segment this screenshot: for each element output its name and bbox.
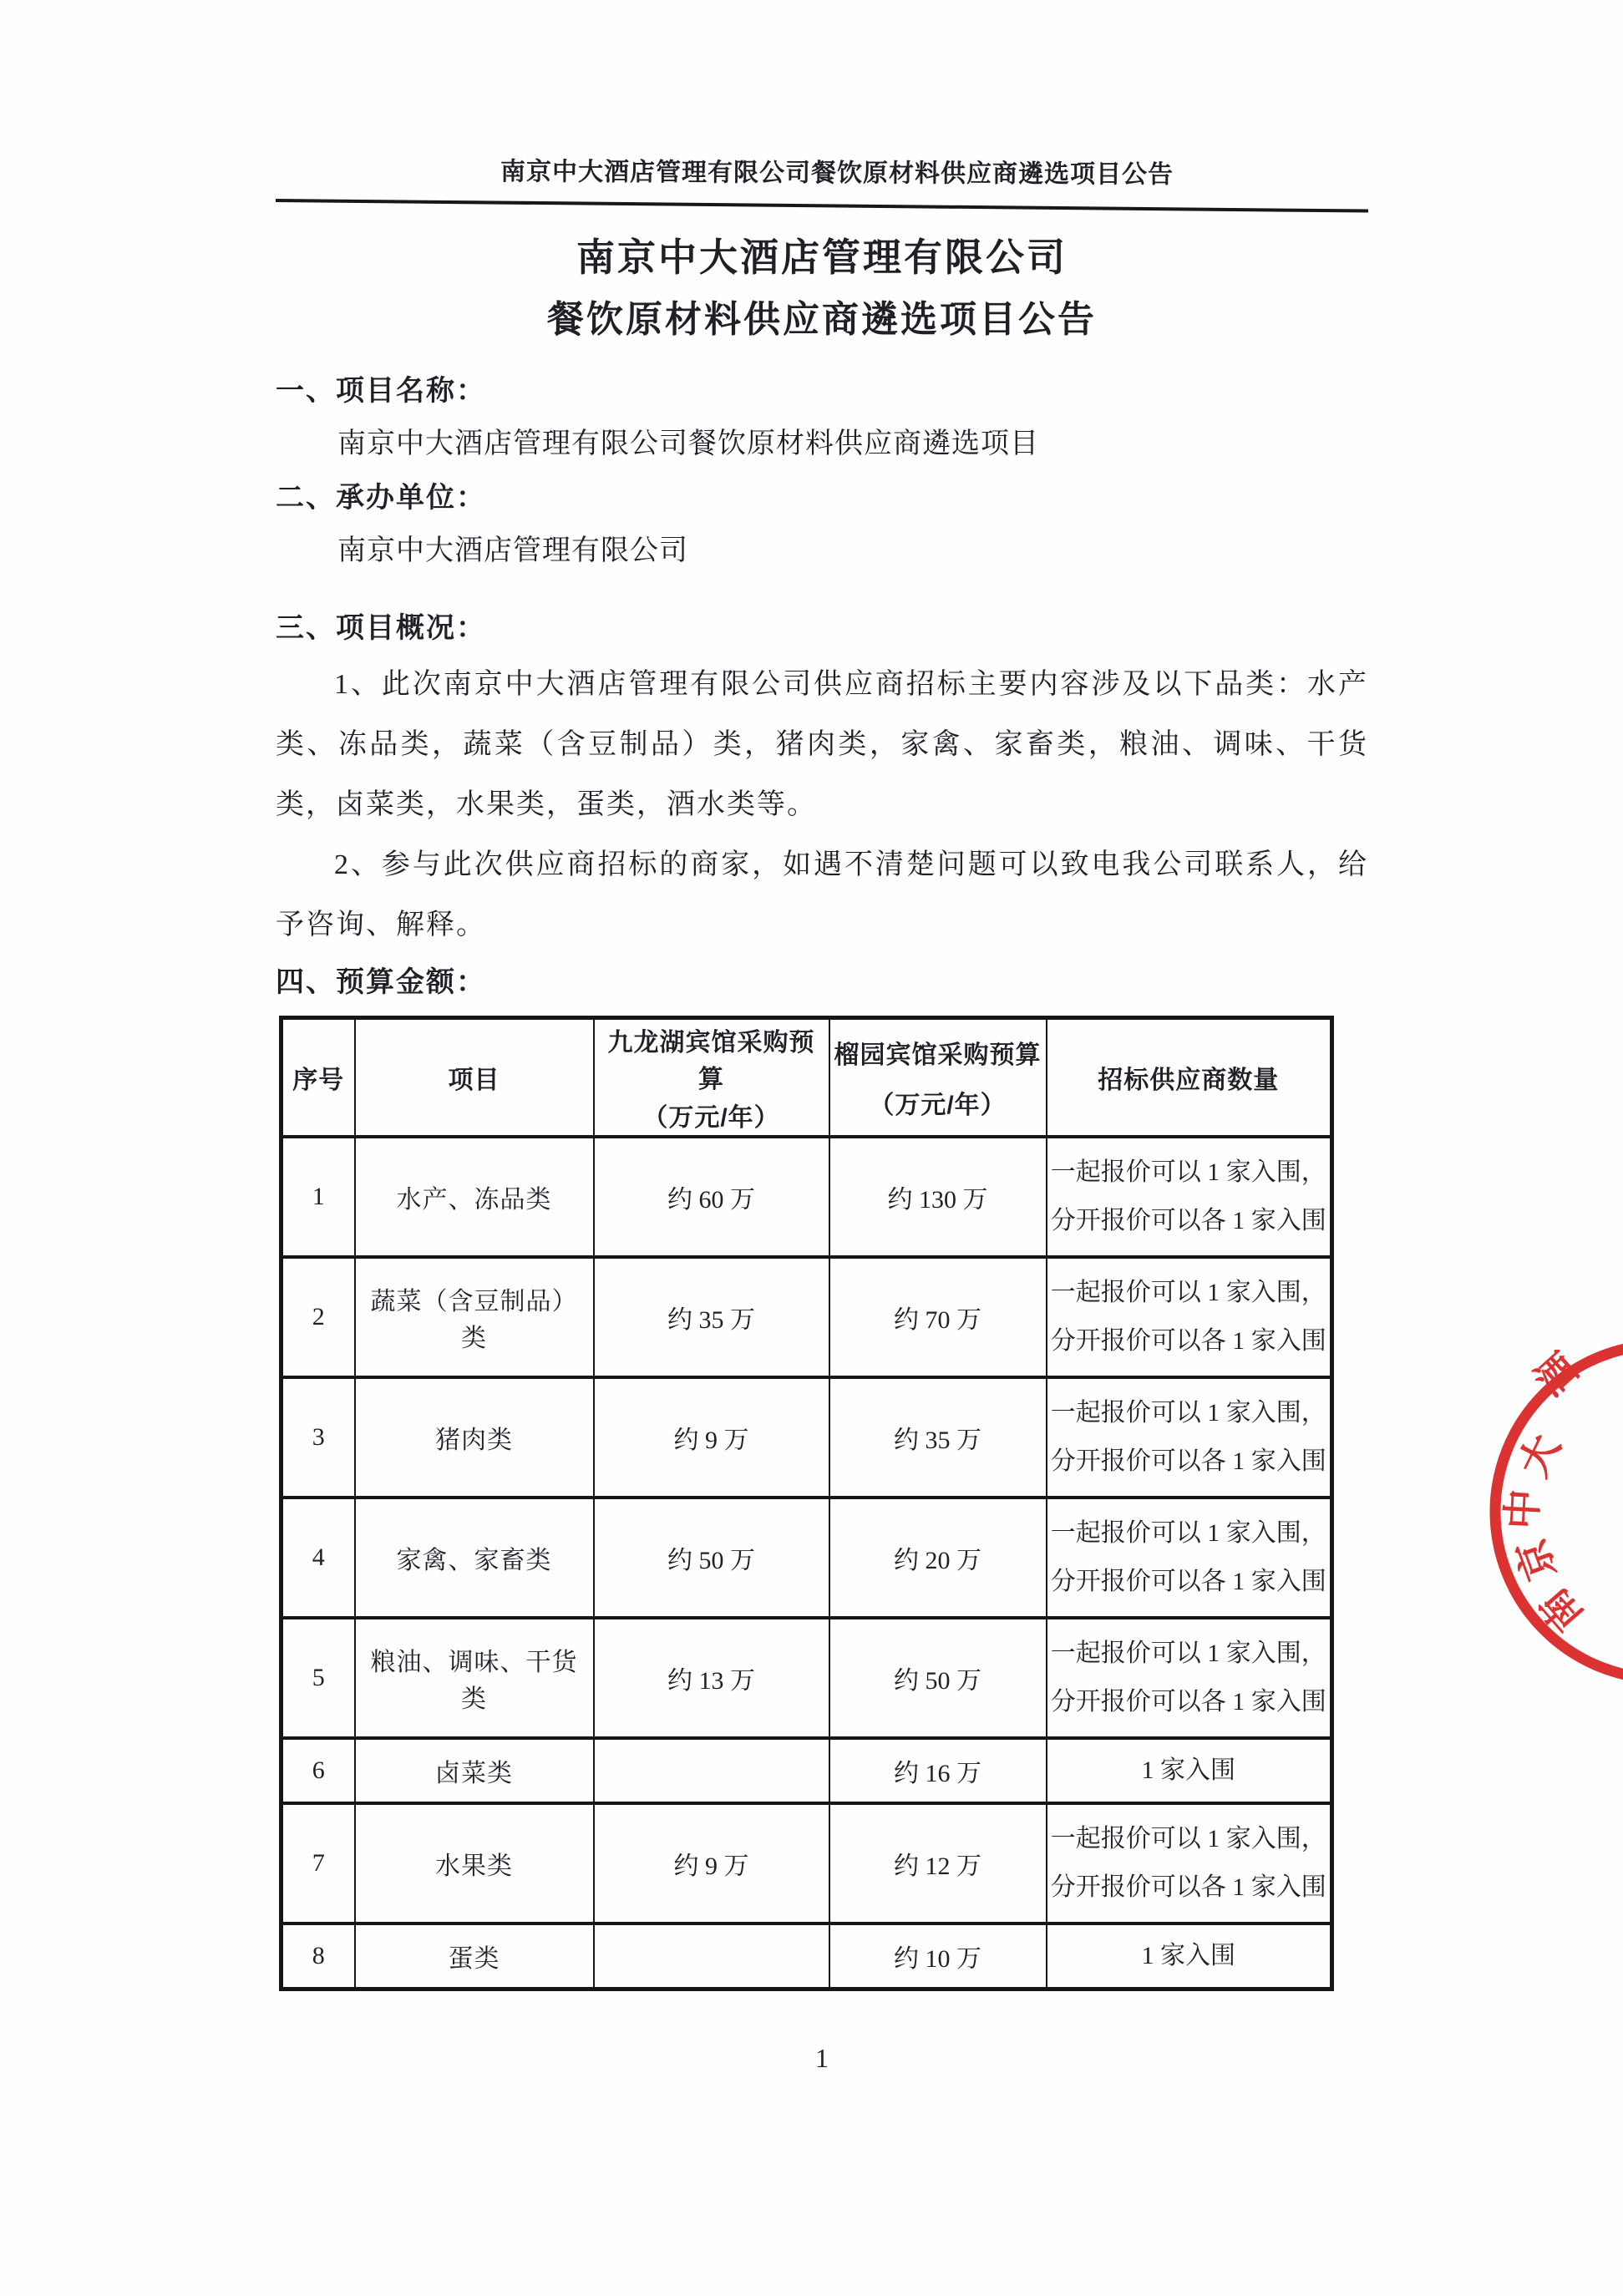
cell-supplier: [1047, 1923, 1332, 1989]
cell-supplier: [1047, 1498, 1332, 1618]
cell-item: 猪肉类: [355, 1377, 594, 1498]
section-3-heading: 三、项目概况：: [276, 612, 486, 644]
cell-liuyuan: 约 130 万: [829, 1137, 1047, 1257]
cell-seq: 3: [281, 1377, 355, 1498]
budget-table-header-row: [281, 1018, 1332, 1138]
document-content: [276, 0, 1368, 2075]
cell-supplier: [1047, 1738, 1332, 1803]
seal-char: 南: [1532, 1579, 1592, 1640]
table-row: [281, 1257, 1332, 1377]
running-header: 南京中大酒店管理有限公司餐饮原材料供应商遴选项目公告: [500, 158, 1174, 189]
cell-item: 水果类: [355, 1803, 594, 1923]
table-row: [281, 1803, 1332, 1923]
header-liuyuan-budget: [829, 1018, 1047, 1138]
cell-liuyuan: 约 50 万: [829, 1618, 1047, 1738]
budget-table: [279, 1016, 1334, 1991]
official-seal: [1485, 1332, 1623, 1691]
cell-item: 蛋类: [355, 1923, 594, 1989]
cell-jiulonghu: 约 50 万: [594, 1498, 829, 1618]
header-jiulonghu-line1: 九龙湖宾馆采购预算: [607, 1029, 815, 1094]
section-4-heading: 四、预算金额：: [276, 966, 486, 998]
section-1-content: 南京中大酒店管理有限公司餐饮原材料供应商遴选项目: [337, 428, 1039, 459]
cell-supplier: [1047, 1618, 1332, 1738]
header-jiulonghu-line2: （万元/年）: [642, 1103, 780, 1132]
document-title-line2: 餐饮原材料供应商遴选项目公告: [547, 299, 1097, 340]
cell-supplier: [1047, 1377, 1332, 1498]
cell-liuyuan: 约 35 万: [829, 1377, 1047, 1498]
cell-jiulonghu: [594, 1923, 829, 1989]
cell-jiulonghu: 约 9 万: [594, 1377, 829, 1498]
header-liuyuan-line1: 榴园宾馆采购预算: [834, 1042, 1042, 1069]
header-jiulonghu-budget: [594, 1018, 829, 1138]
cell-supplier: [1047, 1137, 1332, 1257]
cell-seq: 6: [281, 1738, 355, 1803]
table-row: [281, 1498, 1332, 1618]
cell-item: 粮油、调味、干货类: [355, 1618, 594, 1738]
cell-liuyuan: 约 16 万: [829, 1738, 1047, 1803]
cell-seq: 5: [281, 1618, 355, 1738]
table-row: [281, 1137, 1332, 1257]
document-title-line1: 南京中大酒店管理有限公司: [576, 236, 1068, 279]
supplier-line1: 一起报价可以 1 家入围，: [1050, 1398, 1326, 1427]
supplier-line2: 分开报价可以各 1 家入围: [1050, 1207, 1326, 1235]
table-row: [281, 1738, 1332, 1803]
cell-liuyuan: 约 10 万: [829, 1923, 1047, 1989]
seal-char: 京: [1509, 1533, 1565, 1586]
cell-seq: 8: [281, 1923, 355, 1989]
header-supplier-count: 招标供应商数量: [1047, 1018, 1332, 1138]
header-rule: [276, 199, 1368, 213]
supplier-line2: 分开报价可以各 1 家入围: [1050, 1327, 1326, 1356]
seal-ring: [1495, 1345, 1623, 1679]
seal-char: 酒: [1527, 1346, 1587, 1406]
cell-jiulonghu: 约 60 万: [594, 1137, 829, 1257]
cell-jiulonghu: 约 9 万: [594, 1803, 829, 1923]
header-liuyuan-line2: （万元/年）: [869, 1092, 1007, 1119]
supplier-line1: 一起报价可以 1 家入围，: [1050, 1518, 1326, 1547]
seal-char: 中: [1500, 1488, 1547, 1531]
cell-liuyuan: 约 12 万: [829, 1803, 1047, 1923]
cell-jiulonghu: [594, 1738, 829, 1803]
supplier-line2: 分开报价可以各 1 家入围: [1050, 1873, 1326, 1902]
section-3-paragraph-1: 1、此次南京中大酒店管理有限公司供应商招标主要内容涉及以下品类：水产类、冻品类，蔬菜（含豆制品）类，猪肉类，家禽、家畜类，粮油、调味、干货类，卤菜类，水果类，蛋类，酒水类等。: [276, 669, 1368, 820]
supplier-line1: 一起报价可以 1 家入围，: [1050, 1278, 1326, 1306]
supplier-line1: 1 家入围: [1141, 1756, 1235, 1784]
cell-jiulonghu: 约 13 万: [594, 1618, 829, 1738]
page-number: 1: [815, 2043, 829, 2073]
cell-seq: 2: [281, 1257, 355, 1377]
supplier-line2: 分开报价可以各 1 家入围: [1050, 1447, 1326, 1476]
section-2-content: 南京中大酒店管理有限公司: [337, 535, 688, 566]
header-item: 项目: [355, 1018, 594, 1138]
cell-item: 蔬菜（含豆制品）类: [355, 1257, 594, 1377]
supplier-line1: 一起报价可以 1 家入围，: [1050, 1158, 1326, 1186]
cell-supplier: [1047, 1803, 1332, 1923]
supplier-line1: 1 家入围: [1141, 1942, 1235, 1969]
supplier-line2: 分开报价可以各 1 家入围: [1050, 1568, 1326, 1596]
table-row: [281, 1618, 1332, 1738]
supplier-line1: 一起报价可以 1 家入围，: [1050, 1639, 1326, 1667]
cell-seq: 4: [281, 1498, 355, 1618]
seal-char: 大: [1511, 1427, 1570, 1484]
section-3-paragraph-2: 2、参与此次供应商招标的商家，如遇不清楚问题可以致电我公司联系人，给予咨询、解释。: [276, 849, 1368, 940]
supplier-line2: 分开报价可以各 1 家入围: [1050, 1688, 1326, 1716]
cell-liuyuan: 约 70 万: [829, 1257, 1047, 1377]
cell-seq: 1: [281, 1137, 355, 1257]
section-2-heading: 二、承办单位：: [276, 482, 486, 514]
cell-jiulonghu: 约 35 万: [594, 1257, 829, 1377]
cell-item: 家禽、家畜类: [355, 1498, 594, 1618]
table-row: [281, 1377, 1332, 1498]
section-1-heading: 一、项目名称：: [276, 375, 486, 407]
cell-item: 卤菜类: [355, 1738, 594, 1803]
cell-item: 水产、冻品类: [355, 1137, 594, 1257]
header-seq: 序号: [281, 1018, 355, 1138]
cell-liuyuan: 约 20 万: [829, 1498, 1047, 1618]
supplier-line1: 一起报价可以 1 家入围，: [1050, 1824, 1326, 1853]
table-row: [281, 1923, 1332, 1989]
cell-supplier: [1047, 1257, 1332, 1377]
cell-seq: 7: [281, 1803, 355, 1923]
